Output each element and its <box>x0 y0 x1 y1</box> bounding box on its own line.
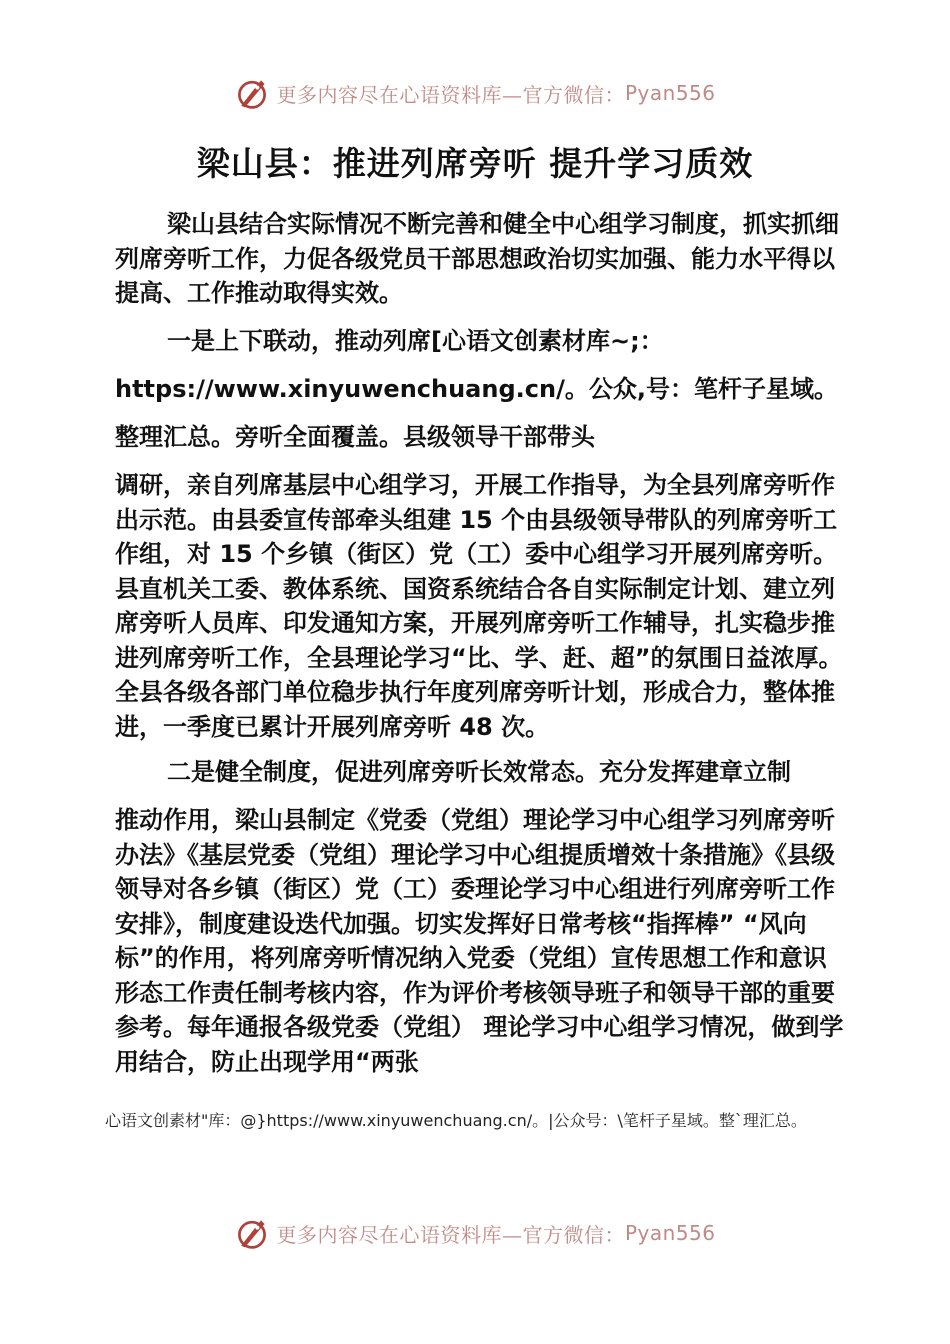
paragraph-point-two-body: 推动作用，梁山县制定《党委（党组）理论学习中心组学习列席旁听办法》《基层党委（党组）理论学习中心组提质增效十条措施》《县级领导对各乡镇（街区）党（工）委理论学习中心组进行列席旁听工作安排》，制度建设迭代加强。切实发挥好日常考核“指挥棒” “风向标”的作用，将列席旁听情况纳入党委（党组）宣传思想工作和意识形态工作责任制考核内容，作为评价考核领导班子和领导干部的重要参考。每年通报各级党委（党组） 理论学习中心组学习情况，做到学用结合，防止出现学用“两张 <box>115 806 844 1076</box>
paragraph-point-one-body: 调研，亲自列席基层中心组学习，开展工作指导，为全县列席旁听作出示范。由县委宣传部牵头组建 15 个由县级领导带队的列席旁听工作组，对 15 个乡镇（街区）党（工）委中心组学习开展列席旁听。县直机关工委、教体系统、国资系统结合各自实际制定计划、建立列席旁听人员库、印发通知方案，开展列席旁听工作辅导，扎实稳步推进列席旁听工作，全县理论学习“比、学、赶、超”的氛围日益浓厚。全县各级各部门单位稳步执行年度列席旁听计划，形成合力，整体推进，一季度已累计开展列席旁听 48 次。 <box>115 471 843 741</box>
banner-text: 更多内容尽在心语资料库—官方微信： <box>276 82 625 107</box>
banner-account: Pyan556 <box>624 81 716 105</box>
banner-text: 更多内容尽在心语资料库—官方微信： <box>276 1222 625 1247</box>
footer-note: 心语文创素材"库：@}https://www.xinyuwenchuang.cn/。|公众号：\笔杆子星域。整`理汇总。 <box>105 1111 807 1130</box>
pen-nib-logo-icon <box>234 1215 270 1251</box>
paragraph-intro: 梁山县结合实际情况不断完善和健全中心组学习制度，抓实抓细列席旁听工作，力促各级党员干部思想政治切实加强、能力水平得以提高、工作推动取得实效。 <box>115 210 839 307</box>
banner-account: Pyan556 <box>624 1221 716 1245</box>
paragraph-point-one: 一是上下联动，推动列席[心语文创素材库~;：https://www.xinyuwenchuang.cn/。公众,号：笔杆子星域。整理汇总。旁听全面覆盖。县级领导干部带头 <box>115 327 838 451</box>
footer-banner <box>0 1213 950 1253</box>
paragraph-point-two: 二是健全制度，促进列席旁听长效常态。充分发挥建章立制 <box>167 758 791 786</box>
pen-nib-logo-icon <box>234 75 270 111</box>
page-title: 梁山县：推进列席旁听 提升学习质效 <box>196 144 754 183</box>
header-banner <box>0 73 950 113</box>
